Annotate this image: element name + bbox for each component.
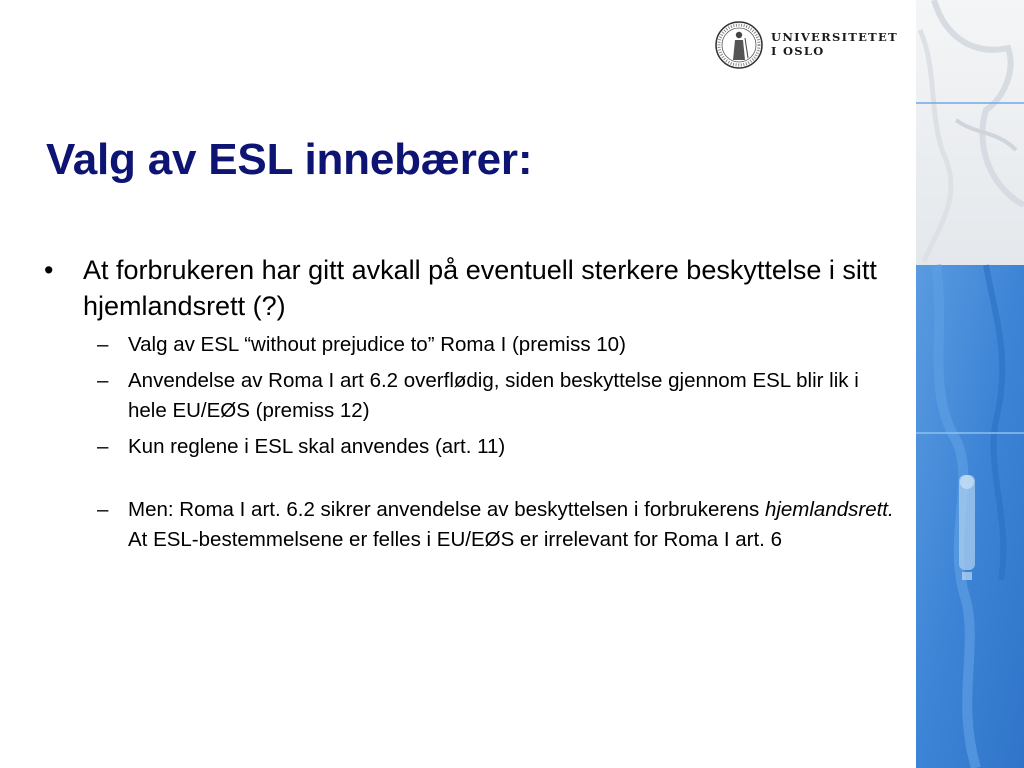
emphasized-term: hjemlandsrett. (764, 498, 894, 521)
university-seal-icon (714, 20, 764, 70)
sub-bullet-text-after: At ESL-bestemmelsene er felles i EU/EØS er irrelevant for Roma I art. 6 (128, 528, 782, 551)
main-bullet-text: At forbrukeren har gitt avkall på eventuell sterkere beskyttelse i sitt hjemlandsrett (?) (83, 255, 877, 321)
spacer (40, 468, 900, 495)
sub-bullet-text: Kun reglene i ESL skal anvendes (art. 11) (128, 435, 506, 458)
sub-bullet-text-before: Men: Roma I art. 6.2 sikrer anvendelse av beskyttelsen i forbrukerens (128, 498, 765, 521)
sub-bullet-3 (40, 432, 900, 462)
main-bullet (40, 252, 900, 324)
bullet-marker: • (44, 255, 54, 285)
sub-bullet-4 (40, 495, 900, 555)
sub-bullet-marker: – (97, 369, 109, 392)
sub-bullet-marker: – (97, 435, 109, 458)
sub-bullet-text: Anvendelse av Roma I art 6.2 overflødig, siden beskyttelse gjennom ESL blir lik i hele EU/EØS (premiss 12) (128, 369, 859, 422)
sub-bullet-1 (40, 330, 900, 360)
sub-bullet-marker: – (97, 333, 109, 356)
statue-illustration (916, 0, 1024, 768)
decorative-side-band (916, 0, 1024, 768)
university-name-line1: UNIVERSITETET (771, 30, 898, 44)
sub-bullet-text: Valg av ESL “without prejudice to” Roma I (premiss 10) (128, 333, 626, 356)
sub-bullet-marker: – (97, 498, 109, 521)
slide-body (40, 252, 900, 561)
sub-bullet-2 (40, 366, 900, 426)
slide-title: Valg av ESL innebærer: (46, 135, 533, 184)
university-logo (714, 20, 904, 70)
university-name (771, 30, 898, 58)
university-name-line2: I OSLO (771, 44, 825, 58)
